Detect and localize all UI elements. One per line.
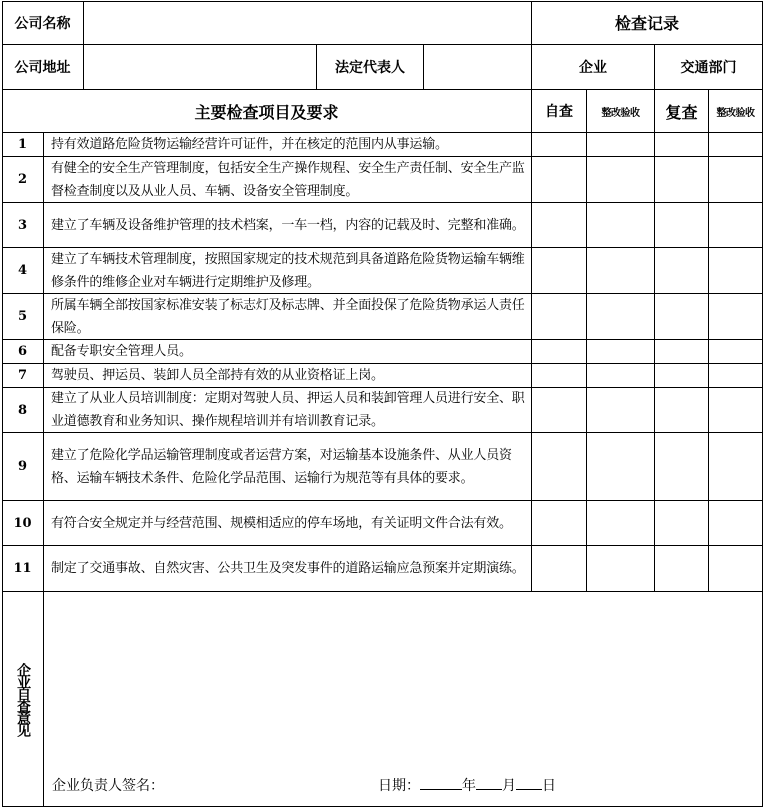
row-number: 9	[17, 459, 28, 474]
row-requirement: 建立了危险化学品运输管理制度或者运营方案，对运输基本设施条件、从业人员资格、运输车辆技术条件、危险化学品范围、运输行为规范等有具体的要求。	[51, 447, 512, 486]
row-requirement: 持有效道路危险货物运输经营许可证件，并在核定的范围内从事运输。	[51, 137, 448, 152]
row-requirement: 制定了交通事故、自然灾害、公共卫生及突发事件的道路运输应急预案并定期演练。	[51, 561, 525, 576]
row-requirement: 建立了从业人员培训制度：定期对驾驶人员、押运人员和装卸管理人员进行安全、职业道德教育和业务知识、操作规程培训并有培训教育记录。	[51, 391, 525, 429]
day-label: 日	[542, 778, 556, 794]
row-requirement: 建立了车辆及设备维护管理的技术档案，一车一档，内容的记载及时、完整和准确。	[51, 217, 525, 233]
year-label: 年	[462, 778, 476, 794]
row-number: 11	[13, 561, 32, 576]
row-requirement: 建立了车辆技术管理制度，按照国家规定的技术规范到具备道路危险货物运输车辆维修条件的维修企业对车辆进行定期维护及修理。	[51, 251, 525, 290]
row-number: 1	[17, 137, 28, 152]
recheck-header: 复查	[665, 102, 698, 122]
row-number: 10	[13, 515, 32, 531]
inspection-record-label: 检查记录	[614, 14, 679, 33]
self-opinion-label	[2, 591, 44, 807]
company-name-field[interactable]	[84, 2, 531, 44]
company-address-field[interactable]	[84, 45, 316, 89]
rectify-accept-header: 整改验收	[716, 107, 755, 119]
self-opinion-label-text: 企业自查意见	[15, 663, 31, 735]
year-blank[interactable]	[420, 775, 462, 790]
signature-label: 企业负责人签名：	[52, 778, 164, 794]
legal-rep-field[interactable]	[424, 45, 531, 89]
row-number: 3	[17, 217, 28, 233]
self-check-header: 自查	[545, 104, 573, 120]
row-number: 2	[17, 172, 28, 187]
row-number: 8	[17, 402, 28, 418]
rectify-accept-header: 整改验收	[601, 107, 640, 119]
company-address-label: 公司地址	[14, 60, 71, 76]
legal-rep-label: 法定代表人	[335, 60, 405, 76]
row-requirement: 有健全的安全生产管理制度，包括安全生产操作规程、安全生产责任制、安全生产监督检查制度以及从业人员、车辆、设备安全管理制度。	[51, 160, 525, 199]
inspection-form	[2, 1, 763, 807]
date-line	[378, 775, 556, 795]
row-requirement: 所属车辆全部按国家标准安装了标志灯及标志牌、并全面投保了危险货物承运人责任保险。	[51, 297, 525, 336]
company-name-label: 公司名称	[14, 15, 71, 32]
row-requirement: 配备专职安全管理人员。	[51, 344, 192, 359]
month-label: 月	[502, 778, 516, 794]
row-number: 6	[17, 344, 28, 359]
row-requirement: 驾驶员、押运员、装卸人员全部持有效的从业资格证上岗。	[51, 368, 384, 383]
row-number: 7	[17, 368, 28, 383]
row-number: 4	[17, 263, 28, 278]
rule	[586, 89, 587, 592]
transport-dept-label: 交通部门	[680, 60, 737, 76]
enterprise-label: 企业	[579, 60, 607, 76]
self-opinion-field[interactable]	[44, 592, 762, 762]
rule	[762, 1, 763, 807]
row-requirement: 有符合安全规定并与经营范围、规模相适应的停车场地，有关证明文件合法有效。	[51, 515, 512, 531]
month-blank[interactable]	[476, 775, 502, 790]
items-header: 主要检查项目及要求	[194, 102, 339, 122]
day-blank[interactable]	[516, 775, 542, 790]
rule	[2, 806, 763, 807]
date-label: 日期：	[378, 778, 420, 794]
row-number: 5	[17, 309, 28, 324]
rule	[708, 89, 709, 592]
